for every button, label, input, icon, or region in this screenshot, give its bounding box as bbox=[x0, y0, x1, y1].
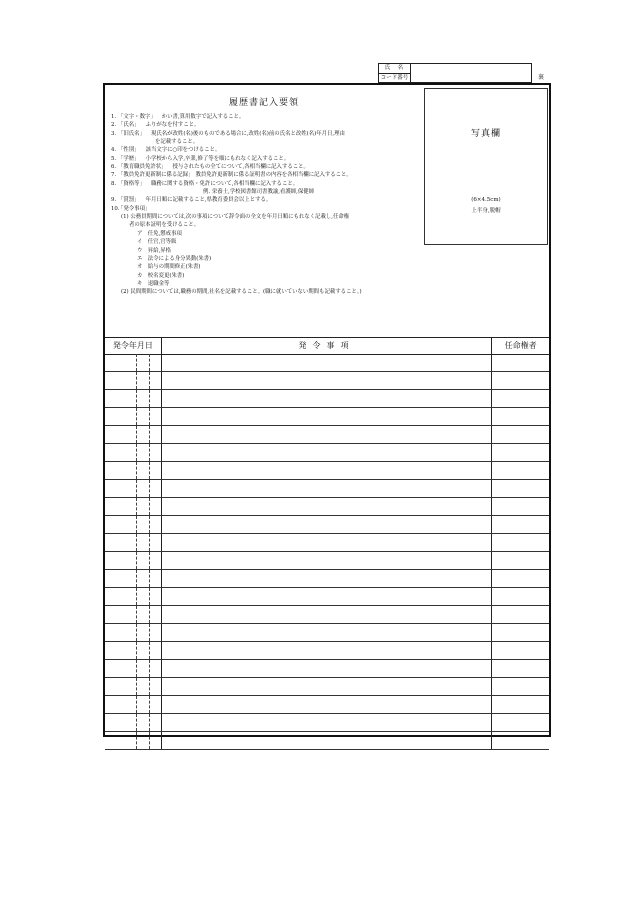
table-row bbox=[105, 426, 549, 444]
authority-cell[interactable] bbox=[492, 696, 549, 713]
date-divider bbox=[149, 426, 150, 443]
date-divider bbox=[149, 462, 150, 479]
instruction-desc: ふりがなを付すこと。 bbox=[145, 122, 200, 129]
date-divider bbox=[149, 390, 150, 407]
table-row bbox=[105, 408, 549, 426]
code-label: コード番号 bbox=[380, 75, 409, 81]
date-divider bbox=[136, 570, 137, 587]
matters-cell[interactable] bbox=[162, 606, 493, 623]
date-cell[interactable] bbox=[105, 372, 162, 389]
instruction-number: 9. bbox=[111, 197, 117, 204]
table-row bbox=[105, 372, 549, 390]
authority-cell[interactable] bbox=[492, 354, 549, 371]
instruction-number: 4. bbox=[111, 147, 117, 154]
table-row bbox=[105, 588, 549, 606]
authority-cell[interactable] bbox=[492, 372, 549, 389]
date-cell[interactable] bbox=[105, 660, 162, 677]
authority-cell[interactable] bbox=[492, 606, 549, 623]
matters-cell[interactable] bbox=[162, 678, 493, 695]
instruction-number: 8. bbox=[111, 180, 117, 187]
name-input-area[interactable] bbox=[411, 64, 531, 82]
authority-cell[interactable] bbox=[492, 498, 549, 515]
matters-cell[interactable] bbox=[162, 732, 493, 749]
date-divider bbox=[149, 444, 150, 461]
date-divider bbox=[149, 498, 150, 515]
authority-cell[interactable] bbox=[492, 660, 549, 677]
page-mark: 裏 bbox=[538, 74, 545, 81]
date-cell[interactable] bbox=[105, 552, 162, 569]
authority-cell[interactable] bbox=[492, 534, 549, 551]
matters-cell[interactable] bbox=[162, 480, 493, 497]
instruction-item bbox=[111, 171, 423, 179]
table-row bbox=[105, 390, 549, 408]
instruction-key: 「賞罰」 bbox=[118, 197, 140, 204]
date-divider bbox=[136, 444, 137, 461]
date-cell[interactable] bbox=[105, 516, 162, 533]
date-divider bbox=[136, 696, 137, 713]
instruction-key: 「旧氏名」 bbox=[118, 130, 145, 137]
table-row bbox=[105, 354, 549, 372]
date-divider bbox=[149, 606, 150, 623]
instruction-key: 「氏名」 bbox=[118, 122, 140, 129]
date-divider bbox=[136, 732, 137, 749]
matters-cell[interactable] bbox=[162, 390, 493, 407]
table-row bbox=[105, 732, 549, 750]
photo-title: 写真欄 bbox=[470, 129, 501, 139]
header-date: 発令年月日 bbox=[105, 338, 162, 354]
table-row bbox=[105, 714, 549, 732]
date-divider bbox=[149, 372, 150, 389]
date-divider bbox=[136, 426, 137, 443]
date-divider bbox=[136, 516, 137, 533]
instructions-title: 履歴書記入要領 bbox=[228, 98, 299, 108]
instruction-item bbox=[111, 121, 423, 129]
date-divider bbox=[136, 462, 137, 479]
table-row bbox=[105, 678, 549, 696]
instruction-desc: かい書,算用数字で記入すること。 bbox=[161, 114, 245, 120]
date-cell[interactable] bbox=[105, 426, 162, 443]
photo-pose: 上半身,脱帽 bbox=[471, 208, 501, 214]
date-divider bbox=[136, 678, 137, 695]
authority-cell[interactable] bbox=[492, 552, 549, 569]
date-divider bbox=[149, 354, 150, 371]
instruction-desc: 授与されたもの全てについて,各相当欄に記入すること。 bbox=[172, 164, 309, 171]
date-divider bbox=[149, 678, 150, 695]
instruction-key: 「発令事項」 bbox=[118, 205, 151, 212]
instruction-desc: 小学校から入学,卒業,修了等を順にもれなく記入すること。 bbox=[145, 155, 290, 162]
date-cell[interactable] bbox=[105, 534, 162, 551]
date-divider bbox=[136, 372, 137, 389]
instruction-desc: 年月日順に記載すること,県教育委員会以上とする。 bbox=[145, 197, 272, 204]
matters-cell[interactable] bbox=[162, 372, 493, 389]
instruction-item bbox=[111, 205, 423, 213]
name-label: 氏 名 bbox=[384, 65, 405, 71]
instruction-item bbox=[111, 196, 423, 204]
date-divider bbox=[149, 570, 150, 587]
date-divider bbox=[149, 534, 150, 551]
instruction-key: 「資格等」 bbox=[118, 180, 145, 187]
table-row bbox=[105, 570, 549, 588]
matters-cell[interactable] bbox=[162, 462, 493, 479]
matters-cell[interactable] bbox=[162, 570, 493, 587]
matters-cell[interactable] bbox=[162, 624, 493, 641]
instruction-item bbox=[111, 163, 423, 171]
authority-cell[interactable] bbox=[492, 678, 549, 695]
date-divider bbox=[149, 408, 150, 425]
photo-box[interactable] bbox=[424, 88, 548, 245]
sub-item-1: (1) 公務員期間については,次の事項について辞令面の全文を年月日順にもれなく記載し,任命権 bbox=[121, 214, 350, 221]
instructions-list bbox=[111, 113, 423, 297]
date-divider bbox=[136, 624, 137, 641]
matters-cell[interactable] bbox=[162, 660, 493, 677]
table-row bbox=[105, 480, 549, 498]
instruction-key: 「教育職員免許状」 bbox=[118, 164, 167, 171]
sub-list-item: ウ 昇給,昇格 bbox=[137, 247, 172, 254]
date-divider bbox=[149, 696, 150, 713]
date-divider bbox=[149, 732, 150, 749]
date-cell[interactable] bbox=[105, 606, 162, 623]
table-row bbox=[105, 624, 549, 642]
table-row bbox=[105, 696, 549, 714]
date-cell[interactable] bbox=[105, 678, 162, 695]
authority-cell[interactable] bbox=[492, 390, 549, 407]
date-divider bbox=[149, 480, 150, 497]
table-row bbox=[105, 498, 549, 516]
date-cell[interactable] bbox=[105, 588, 162, 605]
sub-item-1-continuation: 者の原本証明を受けること。 bbox=[129, 222, 200, 229]
date-divider bbox=[149, 588, 150, 605]
matters-cell[interactable] bbox=[162, 426, 493, 443]
instruction-desc: 現氏名が改姓(名)後のものである場合に,改姓(名)前の氏名と改姓(名)年月日,理由 bbox=[150, 130, 345, 137]
table-row bbox=[105, 642, 549, 660]
sub-list-item: エ 法令による身分異動(朱書) bbox=[137, 255, 212, 262]
date-cell[interactable] bbox=[105, 444, 162, 461]
matters-cell[interactable] bbox=[162, 444, 493, 461]
date-cell[interactable] bbox=[105, 714, 162, 731]
matters-cell[interactable] bbox=[162, 408, 493, 425]
table-row bbox=[105, 462, 549, 480]
instruction-item bbox=[111, 146, 423, 154]
authority-cell[interactable] bbox=[492, 570, 549, 587]
sub-item-2: (2) 民間期間については,職務の期間,社名を記載すること。(職に就いていない期間も記載すること。) bbox=[121, 289, 362, 296]
date-divider bbox=[149, 624, 150, 641]
table-row bbox=[105, 444, 549, 462]
sub-list-item: イ 任官,官等級 bbox=[137, 239, 177, 246]
table-row bbox=[105, 606, 549, 624]
matters-cell[interactable] bbox=[162, 588, 493, 605]
date-cell[interactable] bbox=[105, 462, 162, 479]
date-divider bbox=[136, 552, 137, 569]
matters-cell[interactable] bbox=[162, 354, 493, 371]
sub-list-item: カ 校名変更(朱書) bbox=[137, 272, 185, 279]
matters-cell[interactable] bbox=[162, 534, 493, 551]
instruction-number: 1. bbox=[111, 114, 117, 120]
table-row bbox=[105, 534, 549, 552]
authority-cell[interactable] bbox=[492, 642, 549, 659]
authority-cell[interactable] bbox=[492, 480, 549, 497]
date-divider bbox=[136, 354, 137, 371]
date-divider bbox=[149, 714, 150, 731]
date-divider bbox=[136, 390, 137, 407]
name-code-box bbox=[378, 63, 532, 83]
instruction-number: 2. bbox=[111, 122, 117, 129]
date-cell[interactable] bbox=[105, 354, 162, 371]
instruction-desc: 該当文字に○印をつけること。 bbox=[145, 147, 221, 154]
instruction-number: 5. bbox=[111, 155, 117, 162]
matters-cell[interactable] bbox=[162, 714, 493, 731]
authority-cell[interactable] bbox=[492, 408, 549, 425]
date-divider bbox=[136, 480, 137, 497]
authority-cell[interactable] bbox=[492, 732, 549, 749]
date-cell[interactable] bbox=[105, 570, 162, 587]
authority-cell[interactable] bbox=[492, 444, 549, 461]
instruction-number: 3. bbox=[111, 130, 117, 137]
sub-list-item: ア 任免,懲戒事項 bbox=[137, 230, 182, 237]
resume-frame bbox=[103, 83, 551, 737]
sub-list-item: オ 給与の期間修正(朱書) bbox=[137, 264, 201, 271]
date-divider bbox=[136, 534, 137, 551]
date-cell[interactable] bbox=[105, 624, 162, 641]
date-divider bbox=[136, 714, 137, 731]
date-cell[interactable] bbox=[105, 642, 162, 659]
date-divider bbox=[136, 498, 137, 515]
date-cell[interactable] bbox=[105, 732, 162, 749]
date-divider bbox=[149, 660, 150, 677]
authority-cell[interactable] bbox=[492, 714, 549, 731]
instruction-number: 10. bbox=[111, 205, 120, 212]
matters-cell[interactable] bbox=[162, 516, 493, 533]
date-cell[interactable] bbox=[105, 390, 162, 407]
matters-cell[interactable] bbox=[162, 498, 493, 515]
date-divider bbox=[136, 642, 137, 659]
authority-cell[interactable] bbox=[492, 624, 549, 641]
instruction-key: 「性別」 bbox=[118, 147, 140, 154]
photo-size: (6×4.5cm) bbox=[471, 197, 501, 203]
date-cell[interactable] bbox=[105, 408, 162, 425]
header-matters: 発令事項 bbox=[162, 338, 493, 354]
date-divider bbox=[136, 606, 137, 623]
table-row bbox=[105, 660, 549, 678]
date-divider bbox=[149, 642, 150, 659]
table-row bbox=[105, 516, 549, 534]
instruction-item bbox=[111, 113, 423, 121]
table-header bbox=[105, 337, 549, 355]
instruction-continuation: 例. 栄養士,学校図書館司書教諭,看護師,保健師 bbox=[203, 189, 314, 196]
date-cell[interactable] bbox=[105, 696, 162, 713]
instruction-item bbox=[111, 130, 423, 138]
instruction-key: 「教員免許更新制に係る記録」 bbox=[118, 172, 194, 179]
instruction-item bbox=[111, 155, 423, 163]
authority-cell[interactable] bbox=[492, 426, 549, 443]
table-row bbox=[105, 552, 549, 570]
instruction-desc: 教員免許更新制に係る証明書の内容を各相当欄に記入すること。 bbox=[195, 172, 352, 179]
instruction-key: 「文字・数字」 bbox=[118, 114, 156, 120]
authority-cell[interactable] bbox=[492, 588, 549, 605]
instruction-number: 7. bbox=[111, 172, 117, 179]
date-divider bbox=[136, 660, 137, 677]
authority-cell[interactable] bbox=[492, 462, 549, 479]
table-body bbox=[105, 354, 549, 750]
date-divider bbox=[149, 552, 150, 569]
matters-cell[interactable] bbox=[162, 642, 493, 659]
date-cell[interactable] bbox=[105, 498, 162, 515]
date-divider bbox=[136, 588, 137, 605]
instruction-desc: 職務に関する資格・免許について,各相当欄に記入すること。 bbox=[150, 180, 299, 187]
date-divider bbox=[149, 516, 150, 533]
authority-cell[interactable] bbox=[492, 516, 549, 533]
sub-list-item: キ 退職金等 bbox=[137, 280, 170, 287]
instruction-number: 6. bbox=[111, 164, 117, 171]
header-authority: 任命権者 bbox=[504, 341, 537, 350]
instruction-key: 「学歴」 bbox=[118, 155, 140, 162]
matters-cell[interactable] bbox=[162, 696, 493, 713]
date-divider bbox=[136, 408, 137, 425]
matters-cell[interactable] bbox=[162, 552, 493, 569]
instruction-continuation: を記載すること。 bbox=[155, 139, 199, 146]
date-cell[interactable] bbox=[105, 480, 162, 497]
instruction-item bbox=[111, 180, 423, 188]
